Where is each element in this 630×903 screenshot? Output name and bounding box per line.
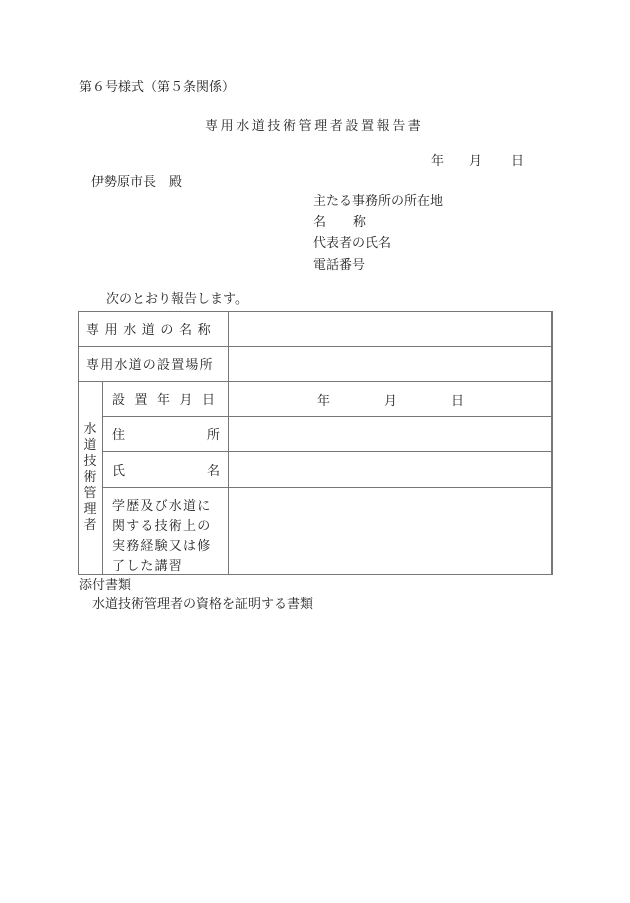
label-manager-address	[112, 416, 220, 451]
value-experience[interactable]	[229, 488, 551, 574]
date-month-label: 月	[469, 154, 483, 169]
intro-text: 次のとおり報告します。	[106, 292, 248, 307]
report-table	[78, 311, 551, 574]
group-char: 者	[83, 517, 97, 533]
value-water-name[interactable]	[229, 312, 551, 346]
label-setup-date: 設置年月日	[112, 393, 225, 408]
value-setup-date[interactable]	[229, 382, 551, 416]
group-char: 理	[83, 501, 97, 517]
setup-month: 月	[384, 393, 398, 409]
attachments-heading: 添付書類	[79, 578, 132, 593]
label-part: 名	[206, 463, 220, 479]
group-label-manager	[78, 381, 102, 574]
value-manager-name[interactable]	[229, 452, 551, 487]
phone-label: 電話番号	[313, 258, 366, 273]
date-day-label: 日	[511, 154, 525, 169]
label-water-location: 専用水道の設置場所	[86, 358, 214, 373]
group-char: 術	[83, 469, 97, 485]
applicant-address-label: 主たる事務所の所在地	[313, 194, 444, 209]
form-number: 第６号様式（第５条関係）	[79, 80, 236, 95]
column-divider	[102, 381, 103, 574]
group-char: 水	[83, 421, 97, 437]
value-water-location[interactable]	[229, 347, 551, 381]
addressee: 伊勢原市長 殿	[91, 175, 183, 190]
group-char: 技	[83, 453, 97, 469]
value-manager-address[interactable]	[229, 417, 551, 451]
label-manager-name	[112, 451, 220, 487]
date-year-label: 年	[431, 154, 445, 169]
label-part: 所	[206, 428, 220, 443]
group-char: 管	[83, 485, 97, 501]
representative-label: 代表者の氏名	[313, 236, 392, 251]
setup-day: 日	[451, 393, 465, 409]
name-label-part: 称	[353, 215, 367, 230]
document-title: 専用水道技術管理者設置報告書	[205, 119, 424, 134]
attachment-item: 水道技術管理者の資格を証明する書類	[92, 597, 314, 612]
group-char: 道	[83, 437, 97, 453]
applicant-name-label	[313, 215, 366, 231]
setup-year: 年	[317, 393, 331, 409]
table-border	[551, 311, 553, 575]
label-part: 住	[112, 428, 126, 443]
name-label-part: 名	[313, 215, 327, 230]
label-water-name: 専用水道の名称	[86, 323, 217, 338]
label-experience: 学歴及び水道に関する技術上の実務経験又は修了した講習	[112, 499, 212, 574]
label-part: 氏	[112, 463, 126, 479]
